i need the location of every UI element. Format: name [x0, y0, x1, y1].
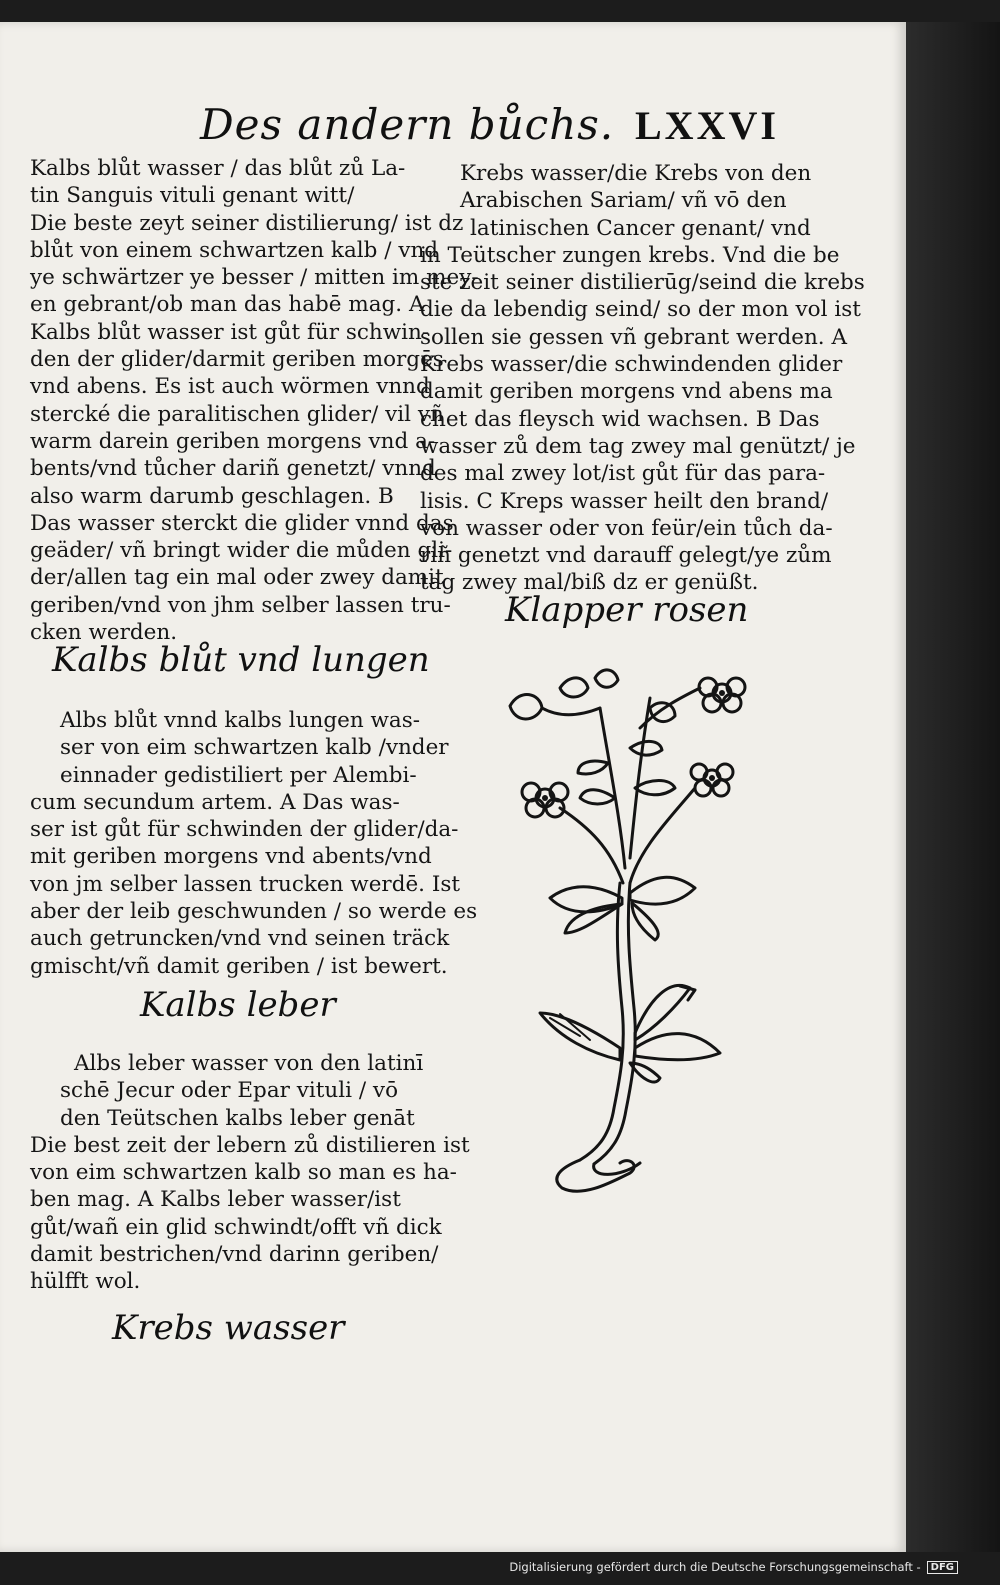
text-line: von wasser oder von feür/ein tůch da-	[420, 515, 833, 541]
page-edge-shadow	[906, 22, 1000, 1552]
footer-credit: Digitalisierung gefördert durch die Deutsche Forschungsgemeinschaft -	[509, 1560, 921, 1574]
text-line: hülfft wol.	[30, 1269, 141, 1295]
text-line: einnader gedistiliert per Alembi-	[60, 762, 417, 788]
text-line: Albs leber wasser von den latinī	[74, 1051, 424, 1076]
right-column-paragraph-1	[420, 160, 865, 597]
text-line: chet das fleysch wid wachsen. B Das	[420, 406, 820, 432]
text-line: damit geriben morgens vnd abens ma	[420, 379, 833, 405]
text-line: wasser zů dem tag zwey mal genützt/ je	[420, 433, 856, 459]
text-line: damit bestrichen/vnd darinn geriben/	[30, 1242, 439, 1268]
text-line: tag zwey mal/biß dz er genüßt.	[420, 570, 759, 596]
text-line: riñ genetzt vnd darauff gelegt/ye zům	[420, 543, 832, 569]
left-column-paragraph-2	[30, 707, 478, 980]
text-line: latinischen Cancer genant/ vnd	[470, 215, 811, 241]
text-line: von eim schwartzen kalb so man es ha-	[30, 1160, 457, 1186]
text-line: geäder/ vñ bringt wider die můden gli-	[30, 538, 453, 564]
text-line: in Teütscher zungen krebs. Vnd die be	[420, 242, 840, 268]
plant-leaf	[635, 985, 690, 1040]
plant-leaf	[632, 903, 658, 940]
section-heading-kalbs-leber: Kalbs leber	[140, 985, 336, 1025]
page-footer	[509, 1560, 958, 1574]
text-line: Die beste zeyt seiner distilierung/ ist dz	[30, 210, 464, 236]
woodcut-plant-illustration	[490, 668, 750, 1208]
dfg-logo: DFG	[927, 1561, 958, 1574]
plant-leaf	[635, 1034, 720, 1060]
text-line: Krebs wasser/die Krebs von den	[460, 161, 812, 186]
text-line: en gebrant/ob man das habē mag. A	[30, 292, 425, 318]
text-line: den Teütschen kalbs leber genāt	[60, 1105, 415, 1131]
flower-bud	[595, 670, 618, 687]
text-line: von jm selber lassen trucken werdē. Ist	[30, 871, 461, 897]
plant-leaf	[630, 741, 662, 755]
text-line: lisis. C Kreps wasser heilt den brand/	[420, 488, 829, 514]
text-line: blůt von einem schwartzen kalb / vnd	[30, 237, 439, 263]
plant-leaf	[578, 761, 608, 774]
left-column-paragraph-1	[30, 155, 479, 646]
text-line: Arabischen Sariam/ vñ vō den	[460, 188, 787, 214]
folio-number: LXXVI	[635, 103, 779, 148]
text-line: stercké die paralitischen glider/ vil vñ	[30, 401, 444, 427]
flower-bud	[560, 678, 588, 697]
left-column-paragraph-3	[30, 1050, 470, 1296]
text-line: Krebs wasser/die schwindenden glider	[420, 352, 843, 378]
section-heading-kalbs-blut-lungen: Kalbs blůt vnd lungen	[52, 640, 430, 680]
text-line: die da lebendig seind/ so der mon vol ist	[420, 297, 861, 323]
plant-leaf	[635, 781, 675, 795]
text-line: den der glider/darmit geriben morgēs	[30, 347, 444, 373]
flower-bud	[510, 694, 542, 719]
text-line: Kalbs blůt wasser ist gůt für schwin-	[30, 319, 430, 345]
text-line: cken werden.	[30, 620, 178, 646]
text-line: gmischt/vñ damit geriben / ist bewert.	[30, 953, 448, 979]
text-line: sollen sie gessen vñ gebrant werden. A	[420, 324, 847, 350]
text-line: Die best zeit der lebern zů distilieren ist	[30, 1132, 470, 1158]
plant-leaf	[565, 904, 622, 933]
text-line: ben mag. A Kalbs leber wasser/ist	[30, 1187, 401, 1213]
text-line: ye schwärtzer ye besser / mitten im mey-	[30, 265, 479, 291]
section-heading-krebs-wasser: Krebs wasser	[112, 1308, 345, 1348]
running-header: Des andern bůchs.	[200, 100, 615, 149]
flower-bud	[650, 703, 675, 722]
text-line: ste zeit seiner distilierūg/seind die krebs	[420, 270, 865, 296]
text-line: Albs blůt vnnd kalbs lungen was-	[60, 708, 421, 733]
text-line: warm darein geriben morgens vnd a-	[30, 428, 436, 454]
text-line: ser von eim schwartzen kalb /vnder	[60, 735, 449, 761]
text-line: ser ist gůt für schwinden der glider/da-	[30, 817, 459, 843]
text-line: cum secundum artem. A Das was-	[30, 789, 400, 815]
text-line: Das wasser sterckt die glider vnnd das	[30, 510, 454, 536]
text-line: bents/vnd tůcher dariñ genetzt/ vnnd	[30, 456, 436, 482]
plant-leaf	[550, 887, 622, 912]
text-line: des mal zwey lot/ist gůt für das para-	[420, 461, 826, 487]
text-line: geriben/vnd von jhm selber lassen tru-	[30, 592, 451, 618]
text-line: vnd abens. Es ist auch wörmen vnnd	[30, 374, 430, 400]
text-line: aber der leib geschwunden / so werde es	[30, 899, 478, 925]
text-line: tin Sanguis vituli genant witt/	[30, 183, 355, 209]
plant-leaf	[580, 790, 615, 804]
text-line: gůt/wañ ein glid schwindt/offt vñ dick	[30, 1214, 442, 1240]
text-line: der/allen tag ein mal oder zwey damit	[30, 565, 444, 591]
text-line: Kalbs blůt wasser / das blůt zů La-	[30, 156, 406, 181]
text-line: mit geriben morgens vnd abents/vnd	[30, 844, 432, 870]
text-line: auch getruncken/vnd vnd seinen träck	[30, 926, 450, 952]
plant-leaf	[630, 877, 695, 904]
text-line: schē Jecur oder Epar vituli / vō	[60, 1078, 399, 1104]
section-heading-klapper-rosen: Klapper rosen	[505, 590, 749, 630]
text-line: also warm darumb geschlagen. B	[30, 483, 394, 509]
